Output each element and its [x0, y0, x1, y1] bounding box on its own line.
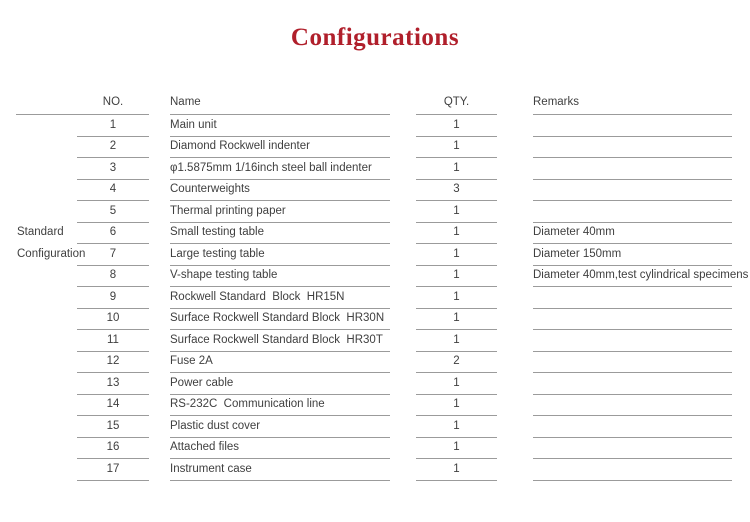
cell-no: 17 — [77, 459, 149, 481]
cell-name: Small testing table — [170, 223, 390, 245]
cell-qty: 1 — [416, 115, 497, 137]
cell-name: φ1.5875mm 1/16inch steel ball indenter — [170, 158, 390, 180]
cell-name: Plastic dust cover — [170, 416, 390, 438]
cell-remarks — [533, 309, 732, 331]
column-gap — [497, 459, 533, 481]
column-gap — [149, 223, 170, 245]
table-row — [16, 287, 732, 309]
column-gap — [497, 158, 533, 180]
cell-no: 10 — [77, 309, 149, 331]
column-gap — [149, 180, 170, 202]
cell-qty: 1 — [416, 287, 497, 309]
cell-remarks — [533, 395, 732, 417]
cell-qty: 3 — [416, 180, 497, 202]
cell-remarks — [533, 287, 732, 309]
column-gap — [149, 459, 170, 481]
table-row — [16, 223, 732, 245]
column-gap — [149, 373, 170, 395]
table-row — [16, 201, 732, 223]
table-row — [16, 352, 732, 374]
row-side-spacer — [16, 287, 77, 309]
column-gap — [390, 352, 416, 374]
column-gap — [390, 459, 416, 481]
column-gap — [149, 416, 170, 438]
cell-no: 7 — [77, 244, 149, 266]
table-row — [16, 438, 732, 460]
cell-no: 8 — [77, 266, 149, 288]
cell-name: Surface Rockwell Standard Block HR30N — [170, 309, 390, 331]
column-gap — [497, 201, 533, 223]
cell-name: Instrument case — [170, 459, 390, 481]
table-row — [16, 137, 732, 159]
cell-no: 16 — [77, 438, 149, 460]
row-side-spacer — [16, 438, 77, 460]
column-gap — [390, 158, 416, 180]
table-body — [16, 115, 749, 481]
row-side-spacer — [16, 158, 77, 180]
cell-remarks — [533, 137, 732, 159]
row-side-spacer — [16, 395, 77, 417]
column-gap — [497, 180, 533, 202]
cell-qty: 1 — [416, 158, 497, 180]
table-row — [16, 459, 732, 481]
row-side-spacer — [16, 244, 77, 266]
column-gap — [149, 201, 170, 223]
column-gap — [390, 287, 416, 309]
cell-no: 14 — [77, 395, 149, 417]
column-gap — [497, 223, 533, 245]
column-gap — [149, 438, 170, 460]
table-header-row — [16, 88, 732, 115]
cell-qty: 1 — [416, 373, 497, 395]
cell-qty: 1 — [416, 223, 497, 245]
column-gap — [497, 115, 533, 137]
row-side-spacer — [16, 223, 77, 245]
cell-name: Fuse 2A — [170, 352, 390, 374]
cell-no: 12 — [77, 352, 149, 374]
column-gap — [497, 287, 533, 309]
cell-name: RS-232C Communication line — [170, 395, 390, 417]
column-gap — [149, 309, 170, 331]
column-gap — [149, 330, 170, 352]
cell-remarks — [533, 416, 732, 438]
column-gap — [497, 88, 533, 115]
cell-no: 3 — [77, 158, 149, 180]
cell-name: Thermal printing paper — [170, 201, 390, 223]
column-gap — [497, 416, 533, 438]
cell-remarks — [533, 438, 732, 460]
cell-no: 4 — [77, 180, 149, 202]
column-header-no: NO. — [77, 88, 149, 115]
column-gap — [390, 137, 416, 159]
cell-qty: 1 — [416, 244, 497, 266]
configurations-table — [16, 88, 749, 481]
cell-name: Rockwell Standard Block HR15N — [170, 287, 390, 309]
row-side-spacer — [16, 115, 77, 137]
cell-name: V-shape testing table — [170, 266, 390, 288]
cell-no: 6 — [77, 223, 149, 245]
cell-name: Attached files — [170, 438, 390, 460]
cell-remarks: Diameter 40mm,test cylindrical specimens — [533, 266, 732, 288]
table-row — [16, 158, 732, 180]
column-gap — [390, 373, 416, 395]
column-gap — [149, 88, 170, 115]
cell-remarks — [533, 330, 732, 352]
column-gap — [390, 201, 416, 223]
column-gap — [390, 244, 416, 266]
column-gap — [149, 158, 170, 180]
cell-remarks — [533, 158, 732, 180]
table-row — [16, 330, 732, 352]
cell-qty: 1 — [416, 137, 497, 159]
column-gap — [497, 373, 533, 395]
column-header-qty: QTY. — [416, 88, 497, 115]
side-label-line2: Configuration — [17, 247, 86, 260]
cell-no: 11 — [77, 330, 149, 352]
column-gap — [149, 244, 170, 266]
table-row — [16, 180, 732, 202]
page-title: Configurations — [290, 24, 460, 51]
table-row — [16, 266, 749, 288]
column-gap — [497, 309, 533, 331]
column-gap — [497, 137, 533, 159]
table-row — [16, 416, 732, 438]
cell-no: 1 — [77, 115, 149, 137]
cell-remarks — [533, 180, 732, 202]
row-side-spacer — [16, 180, 77, 202]
column-gap — [497, 244, 533, 266]
row-side-spacer — [16, 266, 77, 288]
table-row — [16, 115, 732, 137]
column-gap — [390, 309, 416, 331]
cell-remarks: Diameter 40mm — [533, 223, 732, 245]
table-row — [16, 395, 732, 417]
column-gap — [390, 395, 416, 417]
table-row — [16, 244, 732, 266]
cell-qty: 1 — [416, 330, 497, 352]
column-gap — [390, 416, 416, 438]
row-side-spacer — [16, 459, 77, 481]
column-gap — [497, 438, 533, 460]
column-gap — [149, 352, 170, 374]
cell-name: Diamond Rockwell indenter — [170, 137, 390, 159]
cell-no: 2 — [77, 137, 149, 159]
cell-name: Surface Rockwell Standard Block HR30T — [170, 330, 390, 352]
column-gap — [149, 287, 170, 309]
cell-remarks: Diameter 150mm — [533, 244, 732, 266]
cell-name: Counterweights — [170, 180, 390, 202]
column-gap — [497, 352, 533, 374]
column-gap — [149, 266, 170, 288]
cell-name: Large testing table — [170, 244, 390, 266]
cell-qty: 1 — [416, 416, 497, 438]
column-gap — [390, 223, 416, 245]
cell-name: Power cable — [170, 373, 390, 395]
column-gap — [390, 266, 416, 288]
cell-no: 5 — [77, 201, 149, 223]
column-gap — [497, 266, 533, 288]
cell-remarks — [533, 201, 732, 223]
cell-qty: 1 — [416, 201, 497, 223]
cell-qty: 1 — [416, 438, 497, 460]
row-side-spacer — [16, 416, 77, 438]
cell-no: 9 — [77, 287, 149, 309]
cell-qty: 1 — [416, 309, 497, 331]
cell-no: 15 — [77, 416, 149, 438]
column-gap — [390, 180, 416, 202]
side-label-line1: Standard — [17, 226, 64, 238]
cell-name: Main unit — [170, 115, 390, 137]
row-side-spacer — [16, 352, 77, 374]
table-row — [16, 309, 732, 331]
column-gap — [149, 395, 170, 417]
column-gap — [390, 115, 416, 137]
cell-remarks — [533, 352, 732, 374]
cell-qty: 2 — [416, 352, 497, 374]
cell-remarks — [533, 115, 732, 137]
cell-qty: 1 — [416, 395, 497, 417]
header-side-label-spacer — [16, 88, 77, 115]
cell-no: 13 — [77, 373, 149, 395]
row-side-spacer — [16, 373, 77, 395]
column-gap — [149, 115, 170, 137]
column-header-remarks: Remarks — [533, 88, 732, 115]
row-side-spacer — [16, 309, 77, 331]
column-gap — [390, 330, 416, 352]
column-gap — [497, 330, 533, 352]
row-side-spacer — [16, 201, 77, 223]
row-side-spacer — [16, 330, 77, 352]
column-gap — [149, 137, 170, 159]
column-header-name: Name — [170, 88, 390, 115]
column-gap — [497, 395, 533, 417]
column-gap — [390, 88, 416, 115]
cell-qty: 1 — [416, 266, 497, 288]
cell-remarks — [533, 373, 732, 395]
cell-remarks — [533, 459, 732, 481]
table-row — [16, 373, 732, 395]
row-side-spacer — [16, 137, 77, 159]
column-gap — [390, 438, 416, 460]
cell-qty: 1 — [416, 459, 497, 481]
